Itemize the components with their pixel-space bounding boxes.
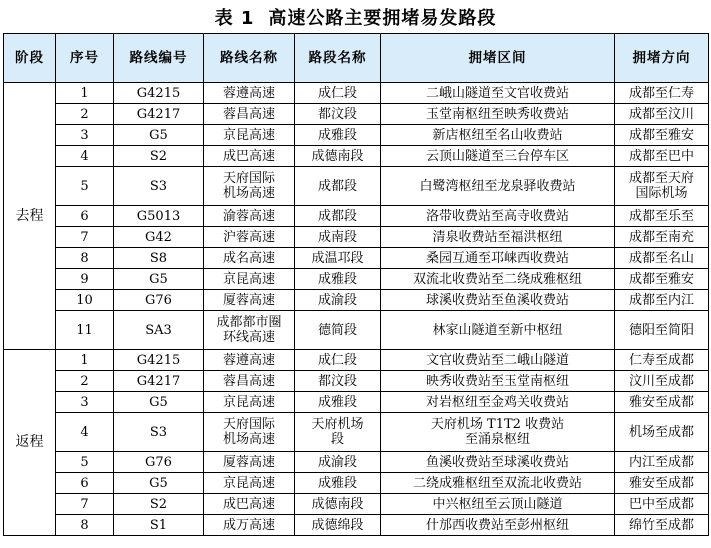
congestion-range-cell: 中兴枢纽至云顶山隧道 <box>381 494 615 515</box>
table-row <box>4 350 709 371</box>
direction-cell: 内江至成都 <box>615 452 709 473</box>
row-number-cell: 1 <box>56 350 114 371</box>
route-code-cell: G4215 <box>114 350 204 371</box>
header-row <box>4 34 709 83</box>
table-caption: 高速公路主要拥堵易发路段 <box>268 8 497 29</box>
route-name-cell: 蓉昌高速 <box>204 371 295 392</box>
direction-cell: 雅安至成都 <box>615 473 709 494</box>
header-route-code: 路线编号 <box>114 34 204 83</box>
route-code-cell: S1 <box>114 515 204 536</box>
direction-cell: 成都至南充 <box>615 227 709 248</box>
row-number-cell: 4 <box>56 413 114 452</box>
segment-name-cell: 成渝段 <box>295 452 381 473</box>
congestion-range-cell: 白鹭湾枢纽至龙泉驿收费站 <box>381 167 615 206</box>
segment-name-cell: 成都段 <box>295 167 381 206</box>
row-number-cell: 5 <box>56 167 114 206</box>
direction-cell: 汶川至成都 <box>615 371 709 392</box>
segment-name-cell: 都汶段 <box>295 104 381 125</box>
segment-name-cell: 成德绵段 <box>295 515 381 536</box>
segment-name-cell: 成温邛段 <box>295 248 381 269</box>
route-code-cell: G76 <box>114 290 204 311</box>
header-congestion-direction: 拥堵方向 <box>615 34 709 83</box>
congestion-range-cell: 天府机场 T1T2 收费站 至涌泉枢纽 <box>381 413 615 452</box>
congestion-range-cell: 对岩枢纽至金鸡关收费站 <box>381 392 615 413</box>
congestion-range-cell: 新店枢纽至名山收费站 <box>381 125 615 146</box>
segment-name-cell: 都汶段 <box>295 371 381 392</box>
stage-cell: 返程 <box>4 350 56 536</box>
row-number-cell: 7 <box>56 227 114 248</box>
table-row <box>4 104 709 125</box>
route-name-cell: 天府国际 机场高速 <box>204 413 295 452</box>
route-name-cell: 成巴高速 <box>204 494 295 515</box>
route-code-cell: SA3 <box>114 311 204 350</box>
segment-name-cell: 德简段 <box>295 311 381 350</box>
row-number-cell: 5 <box>56 452 114 473</box>
route-name-cell: 成都都市圈 环线高速 <box>204 311 295 350</box>
row-number-cell: 8 <box>56 248 114 269</box>
direction-cell: 德阳至简阳 <box>615 311 709 350</box>
direction-cell: 成都至巴中 <box>615 146 709 167</box>
route-code-cell: S2 <box>114 494 204 515</box>
table-title <box>0 4 711 30</box>
table-row <box>4 473 709 494</box>
row-number-cell: 3 <box>56 392 114 413</box>
header-stage: 阶段 <box>4 34 56 83</box>
table-row <box>4 269 709 290</box>
congestion-range-cell: 二绕成雅枢纽至双流北收费站 <box>381 473 615 494</box>
row-number-cell: 8 <box>56 515 114 536</box>
congestion-range-cell: 玉堂南枢纽至映秀收费站 <box>381 104 615 125</box>
row-number-cell: 6 <box>56 473 114 494</box>
direction-cell: 成都至汶川 <box>615 104 709 125</box>
route-name-cell: 成万高速 <box>204 515 295 536</box>
route-code-cell: G5 <box>114 125 204 146</box>
direction-cell: 机场至成都 <box>615 413 709 452</box>
route-code-cell: G5 <box>114 473 204 494</box>
route-code-cell: G76 <box>114 452 204 473</box>
route-name-cell: 京昆高速 <box>204 269 295 290</box>
congestion-range-cell: 清泉收费站至福洪枢纽 <box>381 227 615 248</box>
congestion-range-cell: 文官收费站至二峨山隧道 <box>381 350 615 371</box>
segment-name-cell: 成德南段 <box>295 146 381 167</box>
route-name-cell: 蓉遵高速 <box>204 83 295 104</box>
congestion-range-cell: 桑园互通至邛崃西收费站 <box>381 248 615 269</box>
direction-cell: 成都至名山 <box>615 248 709 269</box>
direction-cell: 仁寿至成都 <box>615 350 709 371</box>
direction-cell: 巴中至成都 <box>615 494 709 515</box>
direction-cell: 成都至雅安 <box>615 269 709 290</box>
segment-name-cell: 成雅段 <box>295 269 381 290</box>
direction-cell: 成都至雅安 <box>615 125 709 146</box>
row-number-cell: 1 <box>56 83 114 104</box>
route-code-cell: G4215 <box>114 83 204 104</box>
table-row <box>4 371 709 392</box>
route-code-cell: G5 <box>114 392 204 413</box>
route-name-cell: 成名高速 <box>204 248 295 269</box>
row-number-cell: 6 <box>56 206 114 227</box>
table-row <box>4 227 709 248</box>
table-row <box>4 206 709 227</box>
table-row <box>4 452 709 473</box>
segment-name-cell: 成仁段 <box>295 83 381 104</box>
route-name-cell: 天府国际 机场高速 <box>204 167 295 206</box>
direction-cell: 成都至内江 <box>615 290 709 311</box>
direction-cell: 成都至乐至 <box>615 206 709 227</box>
route-code-cell: G5013 <box>114 206 204 227</box>
route-name-cell: 蓉遵高速 <box>204 350 295 371</box>
table-row <box>4 167 709 206</box>
route-code-cell: G4217 <box>114 371 204 392</box>
header-congestion-range: 拥堵区间 <box>381 34 615 83</box>
header-segment-name: 路段名称 <box>295 34 381 83</box>
route-code-cell: G4217 <box>114 104 204 125</box>
congestion-range-cell: 林家山隧道至新中枢纽 <box>381 311 615 350</box>
route-name-cell: 京昆高速 <box>204 125 295 146</box>
row-number-cell: 10 <box>56 290 114 311</box>
segment-name-cell: 成雅段 <box>295 473 381 494</box>
segment-name-cell: 成都段 <box>295 206 381 227</box>
route-code-cell: S3 <box>114 413 204 452</box>
row-number-cell: 3 <box>56 125 114 146</box>
route-code-cell: G42 <box>114 227 204 248</box>
route-name-cell: 京昆高速 <box>204 473 295 494</box>
segment-name-cell: 成雅段 <box>295 125 381 146</box>
table-row <box>4 146 709 167</box>
route-code-cell: G5 <box>114 269 204 290</box>
table-number: 表 1 <box>214 8 255 29</box>
header-number: 序号 <box>56 34 114 83</box>
route-code-cell: S8 <box>114 248 204 269</box>
congestion-range-cell: 云顶山隧道至三台停车区 <box>381 146 615 167</box>
congestion-range-cell: 映秀收费站至玉堂南枢纽 <box>381 371 615 392</box>
congestion-range-cell: 二峨山隧道至文官收费站 <box>381 83 615 104</box>
route-name-cell: 成巴高速 <box>204 146 295 167</box>
direction-cell: 绵竹至成都 <box>615 515 709 536</box>
header-route-name: 路线名称 <box>204 34 295 83</box>
route-name-cell: 蓉昌高速 <box>204 104 295 125</box>
table-row <box>4 311 709 350</box>
congestion-table <box>3 33 709 536</box>
congestion-range-cell: 洛带收费站至高寺收费站 <box>381 206 615 227</box>
row-number-cell: 7 <box>56 494 114 515</box>
segment-name-cell: 成德南段 <box>295 494 381 515</box>
row-number-cell: 9 <box>56 269 114 290</box>
route-code-cell: S3 <box>114 167 204 206</box>
row-number-cell: 2 <box>56 104 114 125</box>
table-row <box>4 125 709 146</box>
table-row <box>4 515 709 536</box>
route-name-cell: 沪蓉高速 <box>204 227 295 248</box>
row-number-cell: 4 <box>56 146 114 167</box>
direction-cell: 成都至仁寿 <box>615 83 709 104</box>
table-row <box>4 83 709 104</box>
stage-cell: 去程 <box>4 83 56 350</box>
route-name-cell: 厦蓉高速 <box>204 452 295 473</box>
row-number-cell: 11 <box>56 311 114 350</box>
direction-cell: 成都至天府 国际机场 <box>615 167 709 206</box>
segment-name-cell: 成雅段 <box>295 392 381 413</box>
table-row <box>4 494 709 515</box>
congestion-range-cell: 什邡西收费站至彭州枢纽 <box>381 515 615 536</box>
table-row <box>4 392 709 413</box>
segment-name-cell: 天府机场 段 <box>295 413 381 452</box>
row-number-cell: 2 <box>56 371 114 392</box>
route-code-cell: S2 <box>114 146 204 167</box>
segment-name-cell: 成仁段 <box>295 350 381 371</box>
congestion-range-cell: 鱼溪收费站至球溪收费站 <box>381 452 615 473</box>
segment-name-cell: 成渝段 <box>295 290 381 311</box>
table-row <box>4 413 709 452</box>
route-name-cell: 渝蓉高速 <box>204 206 295 227</box>
congestion-range-cell: 双流北收费站至二绕成雅枢纽 <box>381 269 615 290</box>
segment-name-cell: 成南段 <box>295 227 381 248</box>
table-row <box>4 290 709 311</box>
direction-cell: 雅安至成都 <box>615 392 709 413</box>
table-body <box>4 83 709 536</box>
congestion-range-cell: 球溪收费站至鱼溪收费站 <box>381 290 615 311</box>
table-row <box>4 248 709 269</box>
route-name-cell: 京昆高速 <box>204 392 295 413</box>
route-name-cell: 厦蓉高速 <box>204 290 295 311</box>
